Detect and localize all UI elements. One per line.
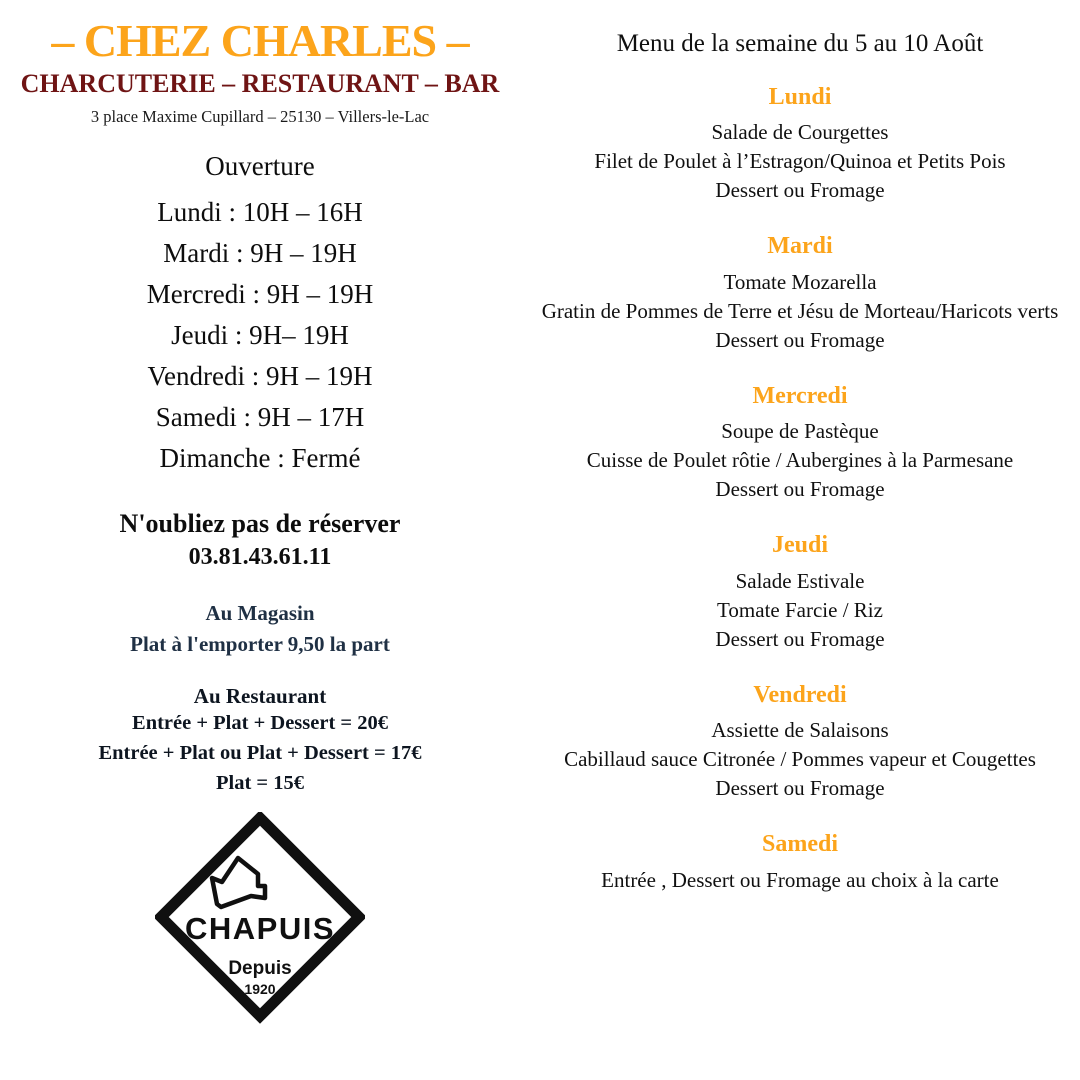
reservation-phone[interactable]: 03.81.43.61.11	[188, 544, 332, 571]
menu-dish: Assiette de Salaisons	[711, 718, 889, 743]
menu-dish: Tomate Mozarella	[723, 269, 877, 294]
chapuis-logo	[6, 812, 514, 1024]
menu-day-name: Mercredi	[752, 382, 848, 409]
reservation-section	[6, 509, 514, 573]
restaurant-section	[6, 684, 514, 798]
brand-title: – CHEZ CHARLES –	[51, 15, 469, 66]
menu-dish: Cuisse de Poulet rôtie / Aubergines à la Parmesane	[586, 448, 1014, 473]
weekly-menu-column	[520, 0, 1080, 1080]
menu-dish: Dessert ou Fromage	[715, 626, 885, 651]
restaurant-price-row: Entrée + Plat + Dessert = 20€	[132, 712, 388, 735]
logo-wordmark: CHAPUIS	[184, 911, 336, 947]
logo-since-year: 1920	[244, 981, 276, 998]
menu-dish: Salade de Courgettes	[711, 120, 889, 145]
reservation-title: N'oubliez pas de réserver	[119, 509, 401, 539]
hours-row: Vendredi : 9H – 19H	[147, 361, 373, 392]
logo-since-label: Depuis	[228, 958, 292, 980]
shop-takeaway-price: Plat à l'emporter 9,50 la part	[130, 631, 390, 656]
menu-day-name: Vendredi	[753, 681, 847, 708]
hours-row: Mardi : 9H – 19H	[163, 238, 357, 269]
menu-day-name: Jeudi	[771, 532, 828, 558]
menu-day-mardi	[524, 233, 1076, 355]
hours-row: Mercredi : 9H – 19H	[146, 279, 374, 310]
menu-day-name: Samedi	[761, 831, 838, 857]
restaurant-price-row: Plat = 15€	[216, 771, 304, 794]
menu-day-lundi	[524, 84, 1076, 206]
menu-day-samedi	[524, 831, 1076, 895]
menu-dish: Cabillaud sauce Citronée / Pommes vapeur et Cougettes	[564, 747, 1036, 772]
opening-hours-list	[6, 192, 514, 479]
menu-dish: Filet de Poulet à l’Estragon/Quinoa et Petits Pois	[594, 149, 1006, 174]
menu-dish: Salade Estivale	[735, 568, 865, 593]
shop-section	[6, 601, 514, 658]
chapuis-logo-svg	[155, 812, 365, 1024]
brand-address: 3 place Maxime Cupillard – 25130 – Villers-le-Lac	[90, 107, 430, 127]
hours-row: Jeudi : 9H– 19H	[171, 320, 349, 351]
menu-day-jeudi	[524, 532, 1076, 654]
menu-dish: Dessert ou Fromage	[715, 178, 885, 203]
menu-dish: Entrée , Dessert ou Fromage au choix à la carte	[601, 867, 999, 892]
menu-dish: Gratin de Pommes de Terre et Jésu de Morteau/Haricots verts	[541, 298, 1059, 323]
hours-row: Samedi : 9H – 17H	[155, 402, 365, 433]
shop-title: Au Magasin	[205, 601, 315, 626]
weekly-menu-heading: Menu de la semaine du 5 au 10 Août	[616, 30, 984, 57]
restaurant-price-row: Entrée + Plat ou Plat + Dessert = 17€	[98, 741, 422, 764]
menu-dish: Soupe de Pastèque	[721, 419, 879, 444]
menu-day-vendredi	[524, 682, 1076, 804]
menu-dish: Dessert ou Fromage	[715, 477, 885, 502]
menu-dish: Tomate Farcie / Riz	[717, 597, 883, 622]
menu-dish: Dessert ou Fromage	[715, 327, 885, 352]
restaurant-title: Au Restaurant	[193, 683, 327, 708]
hours-row: Lundi : 10H – 16H	[157, 197, 363, 228]
info-column	[0, 0, 520, 1080]
brand-subtitle: CHARCUTERIE – RESTAURANT – BAR	[20, 69, 500, 98]
menu-day-name: Mardi	[767, 233, 833, 259]
opening-hours-section	[6, 153, 514, 479]
hours-row: Dimanche : Fermé	[159, 443, 361, 474]
menu-day-name: Lundi	[768, 83, 832, 110]
opening-hours-title: Ouverture	[205, 151, 315, 182]
menu-day-mercredi	[524, 383, 1076, 505]
menu-dish: Dessert ou Fromage	[715, 776, 885, 801]
